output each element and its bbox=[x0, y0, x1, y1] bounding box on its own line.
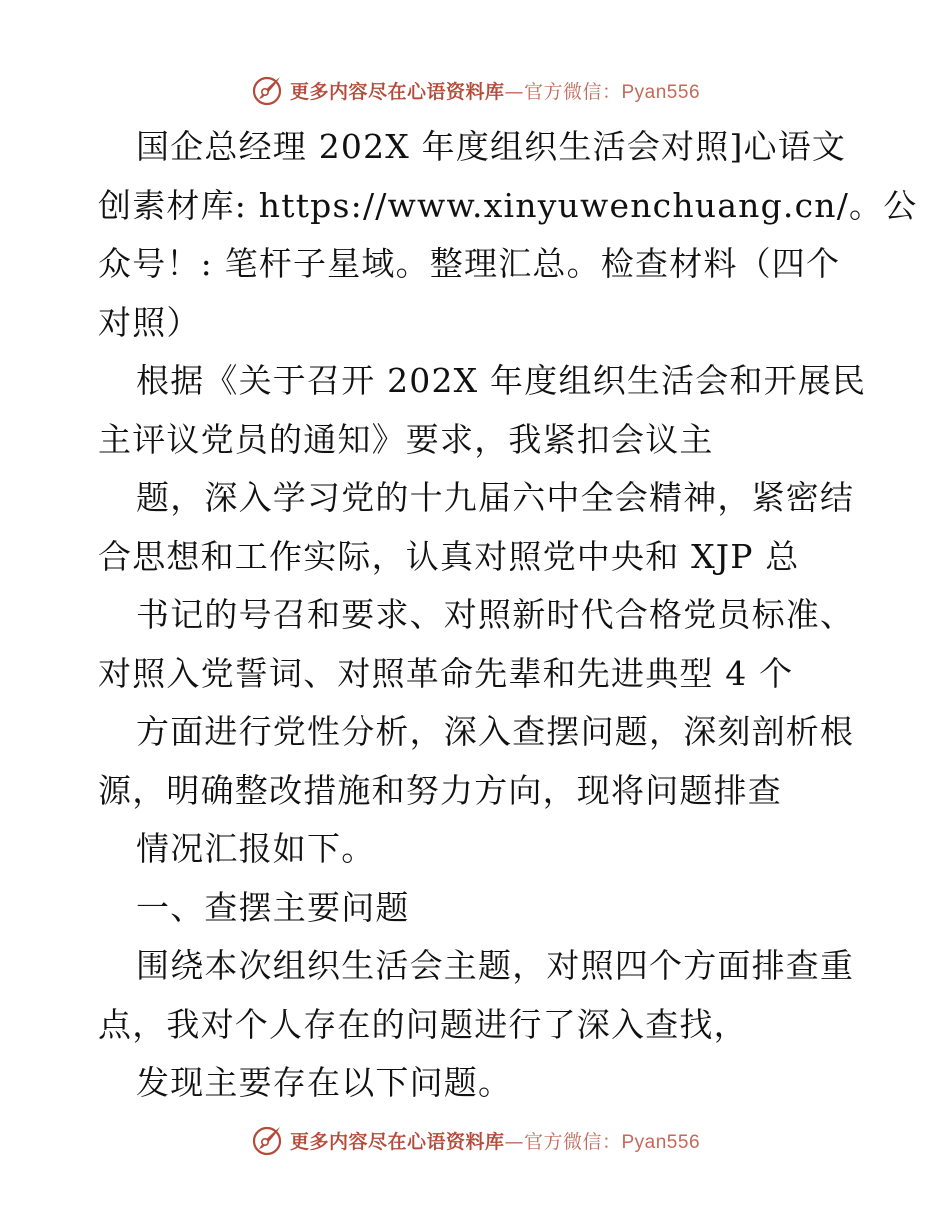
text-line: 发现主要存在以下问题。 bbox=[136, 1063, 513, 1102]
watermark-separator: — bbox=[504, 1130, 524, 1153]
text-line: 合思想和工作实际，认真对照党中央和 XJP 总 bbox=[98, 536, 800, 576]
text-line: 方面进行党性分析，深入查摆问题，深刻剖析根 bbox=[136, 712, 855, 751]
footer-watermark bbox=[0, 1118, 950, 1162]
text-line: 一、查摆主要问题 bbox=[136, 887, 410, 927]
watermark-text bbox=[290, 1127, 700, 1154]
watermark-wechat-id: Pyan556 bbox=[621, 1131, 701, 1153]
text-line: 书记的号召和要求、对照新时代合格党员标准、 bbox=[136, 595, 855, 634]
text-line: 源，明确整改措施和努力方向，现将问题排查 bbox=[98, 770, 782, 810]
document-body bbox=[98, 118, 918, 1113]
watermark-wechat-label: 官方微信： bbox=[523, 80, 622, 103]
watermark-text bbox=[290, 77, 700, 104]
quill-pen-circle-icon bbox=[250, 73, 284, 107]
text-line: 围绕本次组织生活会主题，对照四个方面排查重 bbox=[136, 946, 855, 985]
header-watermark bbox=[0, 68, 950, 112]
watermark-wechat-id: Pyan556 bbox=[621, 81, 701, 103]
text-line: 根据《关于召开 202X 年度组织生活会和开展民 bbox=[136, 361, 867, 400]
text-line: 情况汇报如下。 bbox=[136, 829, 376, 868]
text-line: 国企总经理 202X 年度组织生活会对照]心语文 bbox=[136, 127, 847, 166]
text-line: 众号！: 笔杆子星域。整理汇总。检查材料（四个 bbox=[98, 244, 841, 283]
text-line: 对照入党誓词、对照革命先辈和先进典型 4 个 bbox=[98, 653, 794, 693]
watermark-main-text: 更多内容尽在心语资料库 bbox=[289, 80, 505, 103]
text-line: 点，我对个人存在的问题进行了深入查找， bbox=[98, 1004, 748, 1044]
text-line: 对照） bbox=[98, 302, 201, 342]
text-line: 主评议党员的通知》要求，我紧扣会议主 bbox=[98, 419, 714, 459]
text-line: 题，深入学习党的十九届六中全会精神，紧密结 bbox=[136, 478, 855, 517]
text-line: 创素材库: https://www.xinyuwenchuang.cn/。公 bbox=[98, 185, 918, 225]
watermark-separator: — bbox=[504, 80, 524, 103]
watermark-main-text: 更多内容尽在心语资料库 bbox=[289, 1130, 505, 1153]
quill-pen-circle-icon bbox=[250, 1123, 284, 1157]
watermark-wechat-label: 官方微信： bbox=[523, 1130, 622, 1153]
